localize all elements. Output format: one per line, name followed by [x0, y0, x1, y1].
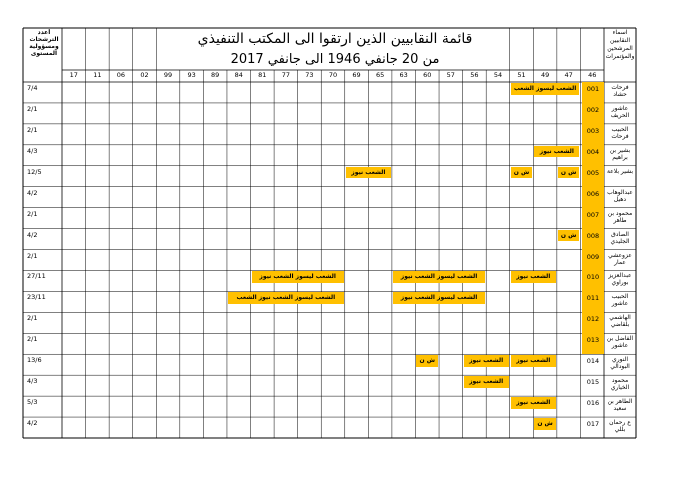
left-header-label: أعدد الترشحات ومسؤولية المستوى [29, 29, 59, 57]
year-label: 51 [517, 72, 526, 79]
member-name: ع رحمان بللي [609, 419, 631, 434]
year-label: 65 [375, 72, 385, 79]
year-label: 06 [116, 72, 126, 79]
member-name: محمود الخياري [610, 377, 630, 392]
year-label: 47 [564, 72, 573, 79]
member-code: 014 [586, 358, 600, 366]
member-name: بشير بن براهيم [609, 146, 631, 161]
entry-badge: الشعب ليسوز الشعب نيوز [393, 271, 485, 283]
entry-badge: الشعب نيوز [534, 146, 579, 158]
member-code: 015 [586, 379, 600, 387]
entry-badge: ش ن [558, 230, 580, 242]
entry-badge: الشعب نيوز [511, 397, 556, 409]
year-label: 17 [69, 72, 78, 79]
member-code: 003 [586, 127, 600, 135]
entry-badge: ش ن [558, 167, 580, 179]
candidacy-count: 5/3 [27, 399, 38, 407]
member-name: عبدالوهاب دهيل [607, 188, 633, 203]
right-header-label: اسماء النقابيين المرشحين والمؤتمرات [605, 29, 635, 60]
member-name: الفاضل بن عاشور [606, 335, 634, 350]
member-name: عاشور الحريف [610, 104, 630, 119]
member-name: الحبيب فرحات [611, 125, 629, 140]
member-code: 002 [586, 106, 600, 114]
candidacy-count: 2/1 [27, 315, 38, 323]
member-name: محمود بن طاهر [607, 209, 633, 224]
candidacy-count: 23/11 [27, 294, 46, 302]
member-code: 013 [586, 337, 600, 345]
member-code: 011 [586, 295, 600, 303]
entry-badge: ش ن [534, 418, 556, 430]
year-label: 99 [163, 72, 173, 79]
year-label: 60 [423, 72, 432, 79]
candidacy-count: 13/6 [27, 357, 42, 365]
table-title: قائمة النقابيين الذين ارتقوا الى المكتب التنفيذي [197, 31, 473, 47]
member-code: 005 [586, 169, 600, 177]
year-label: 93 [187, 72, 196, 79]
year-label: 81 [258, 72, 267, 79]
candidacy-count: 2/1 [27, 105, 38, 113]
year-label: 70 [328, 72, 338, 79]
entry-badge: ش ن [416, 355, 438, 367]
member-code: 007 [586, 211, 600, 219]
member-code: 001 [586, 86, 600, 93]
member-code: 016 [586, 400, 600, 408]
candidacy-count: 2/1 [27, 126, 38, 134]
member-name: عبدالعزيز بوراوي [608, 272, 632, 287]
year-label: 77 [281, 72, 290, 79]
member-code: 010 [586, 274, 600, 282]
entry-badge: الشعب نيوز [511, 355, 556, 367]
member-name: بشير بلاعة [606, 167, 634, 175]
entry-badge: ش ن [511, 167, 533, 179]
year-label: 57 [446, 72, 455, 79]
entry-badge: الشعب نيوز [511, 271, 556, 283]
year-label: 84 [234, 72, 243, 79]
candidacy-count: 4/2 [27, 231, 38, 239]
entry-badge: الشعب ليسوز الشعب نيوز الشعب [228, 292, 344, 304]
candidacy-count: 2/1 [27, 210, 38, 218]
candidacy-count: 27/11 [27, 273, 46, 281]
candidacy-count: 4/3 [27, 378, 38, 386]
entry-badge: الشعب ليسوز الشعب [511, 83, 580, 95]
member-name: عزوعشي عمار [608, 251, 632, 266]
year-label: 49 [540, 72, 550, 79]
member-name: الحبيب عاشور [611, 293, 629, 308]
year-label: 02 [140, 72, 149, 79]
year-label: 54 [493, 72, 503, 79]
candidacy-count: 2/1 [27, 336, 38, 344]
entry-badge: الشعب نيوز [464, 355, 509, 367]
member-code: 006 [586, 190, 600, 198]
member-name: النوري البودالي [610, 356, 630, 371]
year-label: 73 [305, 72, 314, 79]
member-code: 012 [586, 316, 600, 324]
entry-badge: الشعب نيوز [464, 376, 509, 388]
entry-badge: الشعب ليسوز الشعب نيوز [252, 271, 344, 283]
member-code: 009 [586, 253, 600, 261]
member-name: الطاهر بن سعيد [607, 398, 633, 413]
candidacy-count: 4/3 [27, 147, 38, 155]
candidacy-count: 4/2 [27, 420, 38, 428]
candidacy-count: 2/1 [27, 252, 38, 260]
entry-badge: الشعب ليسوز الشعب نيوز [393, 292, 485, 304]
year-label: 46 [588, 72, 597, 79]
year-label: 63 [399, 72, 408, 79]
member-code: 017 [586, 421, 600, 429]
member-code: 004 [586, 148, 600, 156]
candidacy-count: 12/5 [27, 168, 42, 176]
entry-badge: الشعب نيوز [346, 167, 391, 179]
year-label: 11 [93, 72, 102, 79]
year-label: 56 [470, 72, 479, 79]
member-name: الهاشمي بلقاضي [609, 314, 631, 329]
candidacy-count: 4/2 [27, 189, 38, 197]
member-name: الصادق الجليدي [610, 230, 630, 245]
year-label: 89 [211, 72, 220, 79]
year-label: 69 [352, 72, 361, 79]
member-code: 008 [586, 232, 600, 240]
member-name: فرحات حشاد [611, 84, 629, 98]
candidacy-count: 7/4 [27, 85, 38, 92]
table-subtitle: من 20 جانفي 1946 الى جانفي 2017 [230, 52, 440, 67]
